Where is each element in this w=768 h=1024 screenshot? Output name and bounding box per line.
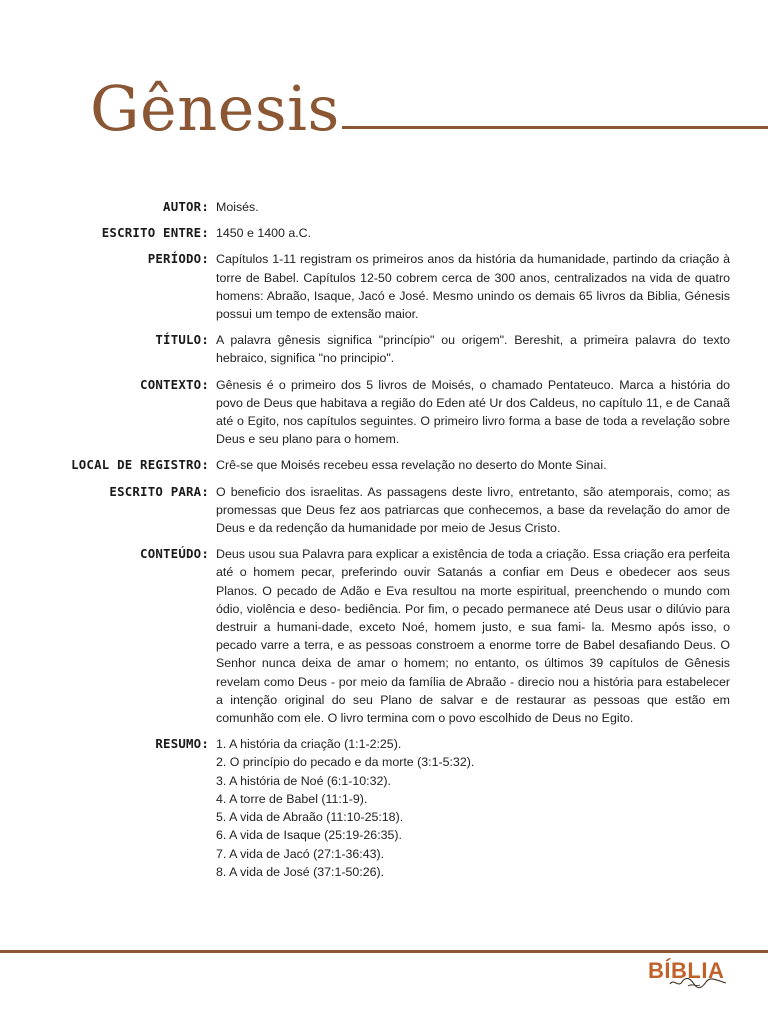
row-value: A palavra gênesis significa "princípio" ou origem". Bereshit, a primeira palavra do texto hebraico, significa "no principio".	[216, 333, 730, 366]
row-period	[0, 250, 768, 323]
row-value: Crê-se que Moisés recebeu essa revelação no deserto do Monte Sinai.	[216, 458, 607, 473]
row-value: Deus usou sua Palavra para explicar a existência de toda a criação. Essa criação era perfeita até o homem pecar, preferindo ouvir Satanás a confiar em Deus e obedecer aos seus Planos. O pecado de Adão e Eva resultou na morte espiritual, preenchendo o mundo com ódio, violência e deso- bediência. Por fim, o pecado permanece até Deus usar o dilúvio para destruir a humani-dade, exceto Noé, homem justo, e sua fami- la. Mesmo após isso, o pecado varre a terra, e as pessoas constroem a enorme torre de Babel desafiando Deus. O Senhor nunca deixa de amar o homem; no entanto, os últimos 39 capítulos de Gênesis revelam como Deus - por meio da família de Abraão - direcio nou a história para estabelecer a intenção original do seu Plano de salvar e de restaurar as pessoas que estão em comunhão com ele. O livro termina com o povo escolhido de Deus no Egito.	[216, 547, 730, 726]
metadata-list	[0, 198, 768, 889]
row-summary	[0, 735, 768, 881]
row-value: Capítulos 1-11 registram os primeiros anos da história da humanidade, partindo da criação à torre de Babel. Capítulos 12-50 cobrem cerca de 300 anos, centralizados na vida de quatro homens: Abraão, Isaque, Jacó e José. Mesmo unindo os demais 65 livros da Biblia, Génesis possui um tempo de extensão maior.	[216, 252, 730, 322]
summary-item: 3. A história de Noé (6:1-10:32).	[216, 773, 391, 788]
row-written-between	[0, 224, 768, 242]
summary-item: 4. A torre de Babel (11:1-9).	[216, 791, 368, 806]
page-title: Gênesis	[90, 72, 340, 145]
footer-divider	[0, 950, 768, 953]
row-label: AUTOR:	[163, 199, 209, 214]
row-title	[0, 331, 768, 367]
logo-wordmark: BÍBLIA	[648, 958, 725, 983]
summary-item: 7. A vida de Jacó (27:1-36:43).	[216, 846, 385, 861]
summary-item: 6. A vida de Isaque (25:19-26:35).	[216, 828, 402, 843]
row-label: ESCRITO ENTRE:	[101, 225, 209, 241]
row-value: Moisés.	[216, 200, 259, 214]
row-label: RESUMO:	[155, 736, 209, 752]
row-label: LOCAL DE REGISTRO:	[71, 457, 209, 473]
title-divider	[342, 126, 768, 129]
bible-logo	[648, 958, 728, 990]
row-context	[0, 376, 768, 449]
summary-item: 5. A vida de Abraão (11:10-25:18).	[216, 810, 404, 825]
row-value: Gênesis é o primeiro dos 5 livros de Moisés, o chamado Pentateuco. Marca a história do povo de Deus que habitava a região do Eden até Ur dos Caldeus, no capítulo 11, e de Canaã até o Egito, nos capítulos seguintes. O primeiro livro forma a base de toda a revelação sobre Deus e seu plano para o homem.	[216, 377, 730, 447]
row-value	[216, 735, 730, 881]
row-content	[0, 545, 768, 727]
row-value: 1450 e 1400 a.C.	[216, 226, 312, 241]
row-value: O beneficio dos israelitas. As passagens deste livro, entretanto, são atemporais, como; as promessas que Deus fez aos patriarcas que conhecemos, a base da revelação do amor de Deus e da redenção da humanidade por meio de Jesus Cristo.	[216, 484, 730, 536]
summary-item: 1. A história da criação (1:1-2:25).	[216, 737, 402, 752]
summary-item: 2. O princípio do pecado e da morte (3:1-5:32).	[216, 755, 475, 770]
row-label: CONTEXTO:	[140, 376, 209, 392]
row-label: TÍTULO:	[155, 332, 209, 348]
row-written-for	[0, 483, 768, 538]
row-label: CONTEÚDO:	[140, 546, 209, 562]
row-label: PERÍODO:	[147, 251, 209, 267]
summary-item: 8. A vida de José (37:1-50:26).	[216, 864, 385, 879]
row-label: ESCRITO PARA:	[109, 483, 209, 499]
logo-signature-icon	[668, 974, 728, 990]
summary-list	[216, 735, 730, 881]
row-place-of-writing	[0, 456, 768, 474]
row-author	[0, 198, 768, 216]
